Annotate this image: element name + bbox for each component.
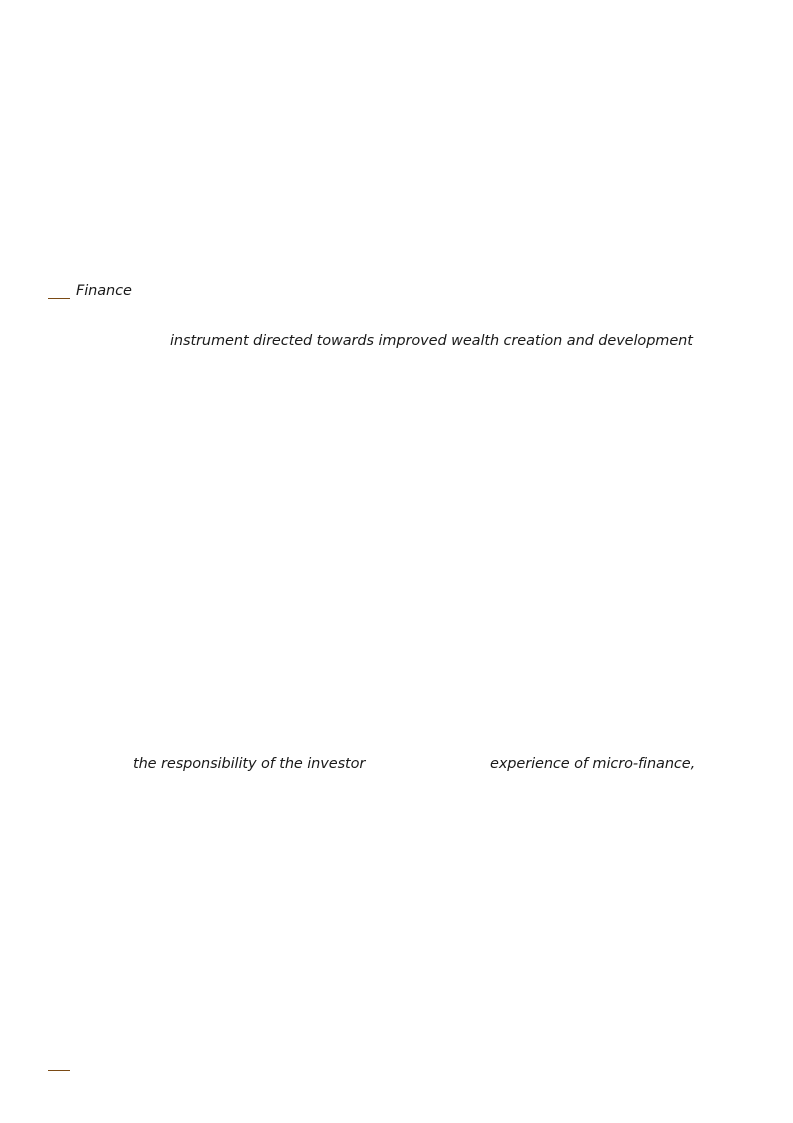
section-heading-finance: Finance	[76, 283, 132, 299]
footnote-rule-top	[48, 298, 70, 299]
text-fragment-experience: experience of micro-finance,	[490, 756, 696, 772]
footnote-rule-bottom	[48, 1070, 70, 1071]
text-fragment-responsibility: the responsibility of the investor	[133, 756, 366, 772]
text-fragment-instrument: instrument directed towards improved wealth creation and development	[170, 333, 693, 349]
